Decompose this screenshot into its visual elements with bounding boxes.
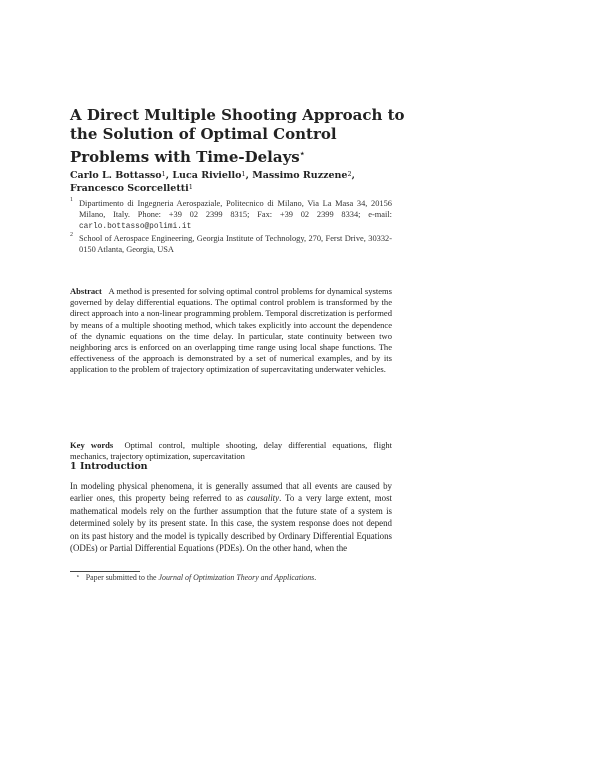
section-number: 1 [70, 461, 77, 472]
author-affil-mark: 1 [188, 183, 193, 191]
footnote-rule [70, 571, 140, 572]
abstract [70, 286, 392, 376]
author-name: Massimo Ruzzene [252, 170, 348, 181]
abstract-text: A method is presented for solving optimal control problems for dynamical systems governed by delay differential equations. The optimal control problem is transformed by the direct approach into a non-linear programming problem. Temporal discretization is performed by means of a multiple shooting method, which takes explicitly into account the dependence of the dynamic equations on the time delay. In particular, state continuity between two neighboring arcs is enforced on an overlapping time range using local shape functions. The effectiveness of the approach is demonstrated by a set of numerical examples, and by its application to the problem of trajectory optimization of supercavitating underwater vehicles. [70, 286, 393, 375]
author-name: Carlo L. Bottasso [70, 170, 162, 181]
author-name: Francesco Scorcelletti [70, 183, 189, 194]
footnote-marker: ⋆ [76, 574, 80, 580]
keywords [70, 440, 392, 462]
footnote-end: . [314, 573, 317, 582]
footnote-journal: Journal of Optimization Theory and Applications [158, 573, 315, 582]
affiliation-text: School of Aerospace Engineering, Georgia Institute of Technology, 270, Ferst Drive, 30332-0150 Atlanta, Georgia, USA [79, 234, 392, 255]
footnote-text: Paper submitted to the [85, 573, 157, 582]
affiliation [70, 233, 392, 255]
footnote [76, 573, 394, 584]
intro-text-part: In modeling physical phenomena, it is generally assumed that all events are caused by earlier ones, this property being referred to as [70, 481, 392, 504]
affiliation-text: Dipartimento di Ingegneria Aerospaziale, Politecnico di Milano, Via La Masa 34, 20156 Milano, Italy. Phone: +39 02 2399 8315; Fax: +39 02 2399 8334; e-mail: [79, 199, 392, 220]
abstract-label: Abstract [70, 286, 102, 296]
intro-text-part: . To a very large extent, most mathematical models rely on the further assumption that the future state of a system is determined solely by its present state. In this case, the system response does not depend on its past history and the model is typically described by Ordinary Differential Equations (ODEs) or Partial Differential Equations (PDEs). On the other hand, when the [70, 493, 392, 554]
affiliation-email[interactable]: carlo.bottasso@polimi.it [79, 223, 192, 232]
intro-italic-term: causality [247, 493, 280, 504]
paper-title [70, 106, 410, 167]
affiliation [70, 198, 392, 234]
title-footnote-marker: ⋆ [299, 148, 305, 158]
author-name: Luca Riviello [172, 170, 242, 181]
affiliation-number: 2 [70, 232, 73, 238]
intro-paragraph [70, 480, 392, 567]
keywords-text: Optimal control, multiple shooting, delay differential equations, flight mechanics, trajectory optimization, supercavitation [70, 440, 393, 462]
section-title: Introduction [79, 461, 148, 472]
author-list: Carlo L. Bottasso$^1$, Luca Riviello$^1$, Massimo Ruzzene$^2$, Francesco Scorcelletti$^1$ [70, 170, 355, 194]
keywords-label: Key words [70, 440, 114, 450]
author-affil-mark: 1 [241, 170, 246, 178]
paper-title-text: A Direct Multiple Shooting Approach to the Solution of Optimal Control Problems with Time-Delays [70, 106, 405, 166]
affiliation-number: 1 [70, 197, 73, 203]
author-affil-mark: 1 [161, 170, 166, 178]
section-heading [70, 461, 270, 472]
author-affil-mark: 2 [347, 170, 352, 178]
